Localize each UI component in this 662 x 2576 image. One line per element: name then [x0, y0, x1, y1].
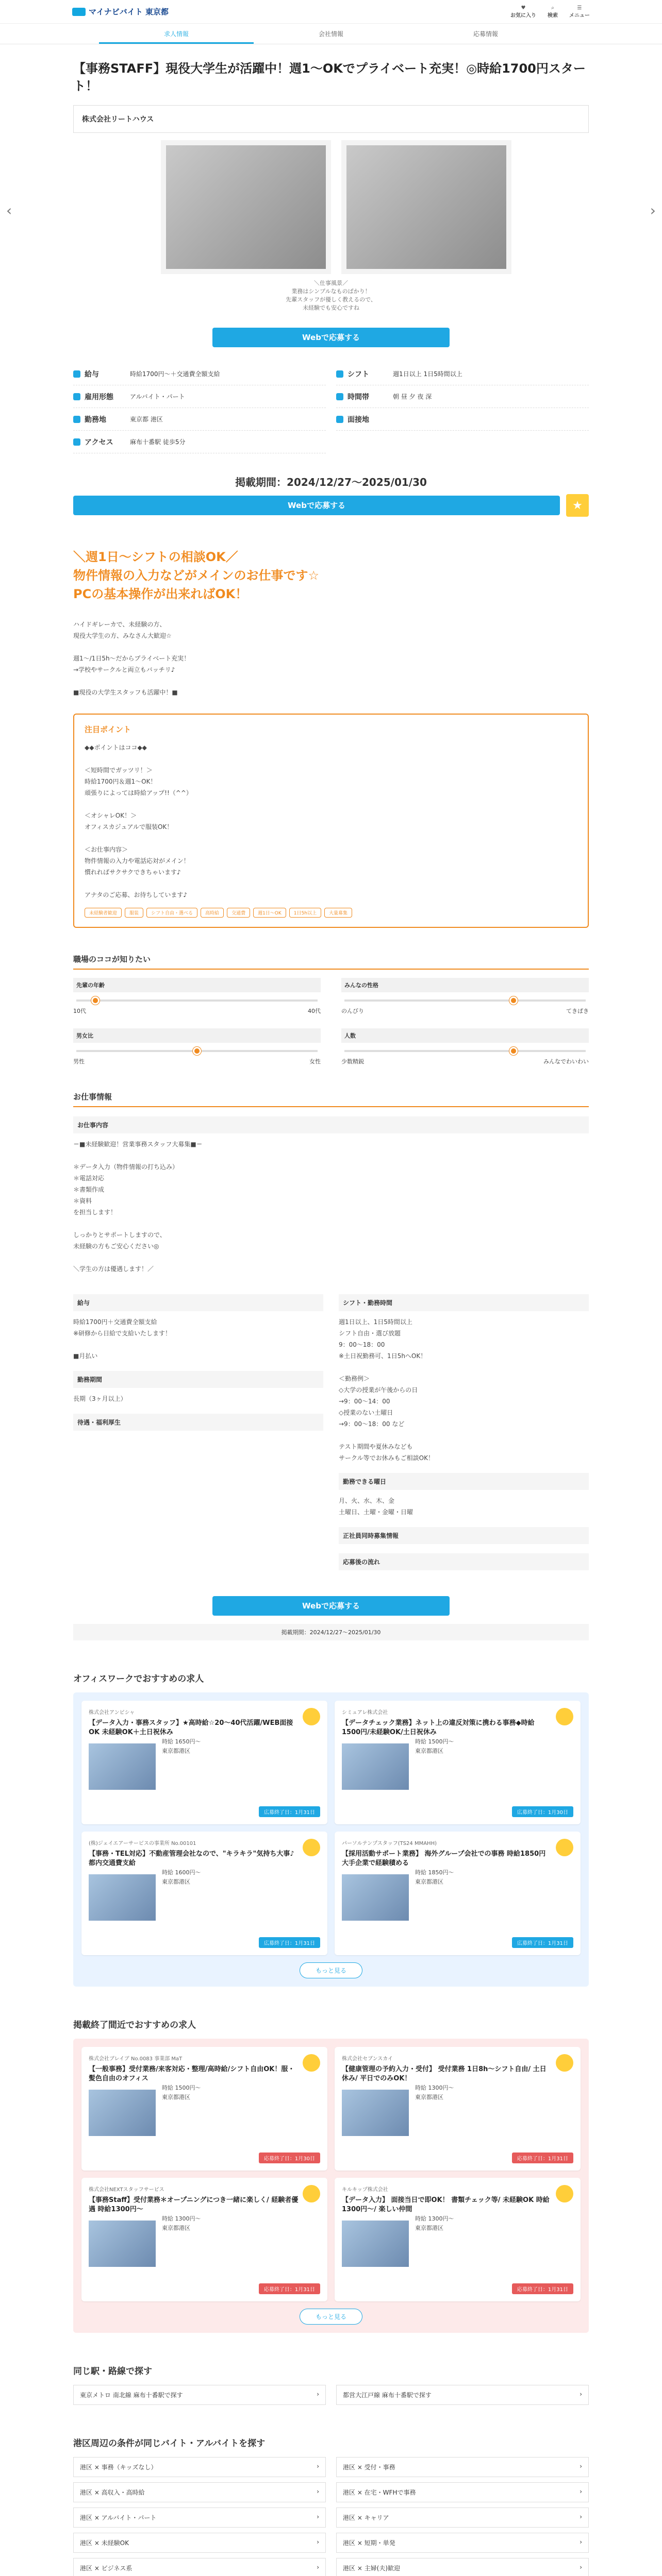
tab-company-info[interactable]: 会社情報	[318, 30, 343, 38]
card-company: 株式会社セブンスカイ	[342, 2056, 393, 2062]
slider-marker	[509, 1047, 518, 1055]
work-content-label: お仕事内容	[73, 1116, 589, 1133]
slider-label: 先輩の年齢	[73, 978, 321, 992]
search-icon[interactable]: ⌕ 検索	[548, 5, 558, 19]
slider-label: みんなの性格	[341, 978, 589, 992]
card-deadline: 広募終了日：1月31日	[259, 1806, 320, 1817]
card-image	[342, 1743, 409, 1790]
link-text: 港区 × ビジネス系	[80, 2565, 133, 2572]
link-text: 港区 × 未経験OK	[80, 2539, 129, 2547]
feature-tag[interactable]: 1日5h以上	[289, 908, 321, 918]
job-card[interactable]	[335, 2047, 581, 2171]
area-link[interactable]	[73, 2507, 326, 2528]
star-icon[interactable]	[303, 2054, 320, 2072]
job-photo-2	[341, 140, 511, 274]
chevron-right-icon: ›	[580, 2463, 582, 2470]
detail-value: アルバイト・パート	[130, 393, 185, 400]
search-label: 検索	[548, 12, 558, 19]
work-detail-columns	[73, 1285, 589, 1575]
link-text: 港区 × 事務（キッズなし）	[80, 2464, 157, 2471]
slider-left: 少数精鋭	[341, 1058, 364, 1065]
card-deadline: 応募終了日：1月31日	[512, 2153, 573, 2163]
slider-label: 男女比	[73, 1028, 321, 1043]
link-text: 港区 × 在宅・WFHで事務	[343, 2489, 416, 2496]
area-link[interactable]	[73, 2457, 326, 2477]
detail-value: 週1日以上 1日5時間以上	[393, 370, 462, 378]
card-deadline: 広募終了日：1月31日	[259, 1937, 320, 1948]
employment-icon	[73, 393, 80, 400]
card-image	[342, 2090, 409, 2136]
card-company: 株式会社アンビシャ	[89, 1710, 135, 1716]
shift-icon	[336, 370, 343, 378]
salary-text: 時給1700円＋交通費全額支給 ※研修から日給で支給いたします！ ■月払い	[73, 1318, 172, 1360]
area-link[interactable]	[336, 2558, 589, 2576]
detail-key: 勤務地	[85, 415, 106, 424]
site-logo[interactable]	[72, 6, 169, 17]
chevron-right-icon: ›	[580, 2391, 582, 2398]
card-image	[342, 1874, 409, 1921]
chevron-right-icon: ›	[317, 2564, 319, 2571]
feature-tag[interactable]: 未経験者歓迎	[85, 908, 122, 918]
posting-period: 掲載期間：2024/12/27～2025/01/30	[235, 476, 427, 488]
intro-text: ハイドギレーカで、未経験の方、 現役大学生の方、みなさん大歓迎☆ 週1～/1日5h～だからプライベート充実！ →学校やサークルと両立もバッチリ♪ ■現役の大学生スタッフも活躍中！■	[73, 621, 190, 696]
job-card[interactable]	[335, 1832, 581, 1955]
photo-carousel	[6, 140, 656, 295]
card-image	[342, 2221, 409, 2267]
slider-right: てきぱき	[566, 1008, 589, 1014]
card-image	[89, 2221, 156, 2267]
link-text: 都営大江戸線 麻布十番駅で探す	[343, 2392, 432, 2399]
area-link[interactable]	[73, 2558, 326, 2576]
star-icon[interactable]	[303, 1708, 320, 1725]
card-company: (株)ジェイエアーサービスの事業所 No.00101	[89, 1841, 196, 1846]
area-links	[73, 2457, 589, 2576]
same-station-title: 同じ駅・路線で探す	[73, 2366, 152, 2377]
card-info: 時給 1300円～ 東京都港区	[162, 2215, 201, 2231]
job-card[interactable]	[81, 1701, 327, 1824]
flow-label: 応募後の流れ	[339, 1553, 589, 1570]
card-info: 時給 1300円～ 東京都港区	[415, 2084, 454, 2100]
card-info: 時給 1300円～ 東京都港区	[415, 2215, 454, 2231]
slider-marker	[91, 996, 100, 1005]
card-info: 時給 1600円～ 東京都港区	[162, 1869, 201, 1885]
work-content: ＝■未経験歓迎！営業事務スタッフ大募集■＝ ＊データ入力（物件情報の打ち込み） ＊電話対応 ＊書類作成 ＊資料 を担当します！ しっかりとサポートしますので、 未経験の方もご安心ください◎ ＼学生の方は優遇します！／	[73, 1141, 203, 1273]
posting-period-2: 掲載期間：2024/12/27～2025/01/30	[73, 1624, 589, 1640]
workplace-section-title: 職場のココが知りたい	[73, 954, 589, 970]
star-icon[interactable]	[556, 1839, 573, 1856]
tab-job-info[interactable]: 求人情報	[99, 24, 254, 44]
card-title: 【事務・TEL対応】不動産管理会社なので、"キラキラ"気持ち大事♪ 都内交通費支給	[89, 1850, 294, 1867]
days-label: 勤務できる曜日	[339, 1473, 589, 1490]
detail-timeslot	[336, 385, 589, 408]
detail-key: 給与	[85, 370, 99, 379]
slider-left: 10代	[73, 1008, 86, 1014]
near-rec-cards	[73, 2039, 589, 2333]
slider-label: 人数	[341, 1028, 589, 1043]
card-info: 時給 1500円～ 東京都港区	[162, 2084, 201, 2100]
clock-icon	[336, 393, 343, 400]
highlight-box	[73, 714, 589, 928]
card-title: 【健康管理の予約入力・受付】 受付業務 1日8h～シフト自由/ 土日休み/ 平日でのみOK！	[342, 2065, 547, 2082]
card-deadline: 応募終了日：1月31日	[259, 2283, 320, 2294]
slider-age	[73, 978, 321, 1015]
menu-label: メニュー	[569, 12, 590, 19]
workplace-sliders	[73, 978, 589, 1065]
card-info: 時給 1650円～ 東京都港区	[162, 1738, 201, 1754]
favorite-star-icon[interactable]: ★	[566, 494, 589, 517]
card-title: 【一般事務】受付業務/来客対応・整理/高時給/シフト自由OK！服・髪色自由のオフィス	[89, 2065, 295, 2082]
office-rec-cards	[73, 1692, 589, 1987]
detail-value: 時給1700円～＋交通費全額支給	[130, 370, 220, 378]
detail-key: シフト	[347, 370, 369, 379]
link-text: 港区 × 短期・単発	[343, 2539, 395, 2547]
link-text: 港区 × 高収入・高時給	[80, 2489, 145, 2496]
card-image	[89, 1743, 156, 1790]
detail-value: 朝 昼 夕 夜 深	[393, 393, 432, 400]
job-photo-1	[161, 140, 331, 274]
period-label: 勤務期間	[73, 1371, 323, 1388]
job-card[interactable]	[81, 2178, 327, 2301]
more-button-2[interactable]: もっと見る	[300, 2309, 362, 2325]
detail-key: 面接地	[347, 415, 369, 424]
card-info: 時給 1500円～ 東京都港区	[415, 1738, 454, 1754]
chevron-right-icon: ›	[580, 2538, 582, 2546]
chevron-right-icon: ›	[580, 2564, 582, 2571]
shift-text: 週1日以上、1日5時間以上 シフト自由・選び放題 9：00～18：00 ※土日祝勤務可、1日5hへOK！ ＜勤務例＞ ◇大学の授業が午後からの日 →9：00～14：00 ◇授業のない土曜日 →9：00～18：00 など テスト期間や夏休みなども サークル等でお休みもご相談OK！	[339, 1318, 434, 1462]
job-card[interactable]	[335, 1701, 581, 1824]
slider-headcount	[341, 1028, 589, 1065]
logo-text: マイナビバイト 東京都	[89, 7, 169, 16]
chevron-right-icon: ›	[580, 2513, 582, 2520]
card-title: 【データ入力】 面接当日で即OK！ 書類チェック等/ 未経験OK 時給1300円～/ 楽しい仲間	[342, 2196, 550, 2213]
link-text: 東京メトロ 南北線 麻布十番駅で探す	[80, 2392, 183, 2399]
link-text: 港区 × アルバイト・パート	[80, 2514, 157, 2521]
photo-caption: ＼仕事風景／ 業務はシンプルなものばかり！ 先輩スタッフが優しく教えるので、 未経験でも安心ですね	[286, 280, 376, 311]
feature-tag[interactable]: 交通費	[227, 908, 250, 918]
chevron-right-icon: ›	[317, 2391, 319, 2398]
link-text: 港区 × 主婦(夫)歓迎	[343, 2565, 401, 2572]
favorite-icon[interactable]: ♥ お気に入り	[510, 5, 536, 19]
job-summary	[73, 363, 589, 453]
feature-tag[interactable]: 高時給	[201, 908, 224, 918]
web-apply-button-2[interactable]: Webで応募する	[73, 496, 560, 515]
station-link[interactable]	[336, 2385, 589, 2405]
web-apply-button-3[interactable]: Webで応募する	[212, 1596, 450, 1616]
job-card[interactable]	[335, 2178, 581, 2301]
logo-icon	[72, 8, 86, 16]
slider-right: 40代	[308, 1008, 321, 1014]
star-icon[interactable]	[303, 2185, 320, 2202]
area-link[interactable]	[336, 2482, 589, 2502]
detail-location	[73, 408, 326, 431]
card-deadline: 応募終了日：1月30日	[259, 2153, 320, 2163]
feature-tag[interactable]: 服装	[125, 908, 143, 918]
detail-access	[73, 431, 326, 453]
detail-key: 時間帯	[347, 393, 369, 401]
card-company: キルキップ株式会社	[342, 2187, 388, 2193]
detail-value: 東京都 港区	[130, 416, 163, 423]
detail-value: 麻布十番駅 徒歩5分	[130, 438, 186, 446]
link-text: 港区 × 受付・事務	[343, 2464, 395, 2471]
area-search-title: 港区周辺の条件が同じバイト・アルバイトを探す	[73, 2438, 266, 2449]
slider-marker	[193, 1047, 201, 1055]
company-name[interactable]: 株式会社リートハウス	[73, 105, 589, 133]
star-icon[interactable]	[556, 2054, 573, 2072]
slider-left: 男性	[73, 1058, 85, 1065]
chevron-right-icon: ›	[580, 2488, 582, 2495]
card-info: 時給 1850円～ 東京都港区	[415, 1869, 454, 1885]
office-rec-title: オフィスワークでおすすめの求人	[73, 1674, 204, 1684]
interview-icon	[336, 416, 343, 423]
card-company: シミュアレ株式会社	[342, 1710, 388, 1716]
detail-employment	[73, 385, 326, 408]
slider-gender	[73, 1028, 321, 1065]
chevron-right-icon: ›	[317, 2538, 319, 2546]
card-title: 【事務Staff】受付業務＊オープニングにつき一緒に楽しく/ 経験者優遇 時給1300円～	[89, 2196, 299, 2213]
shift-label: シフト・勤務時間	[339, 1294, 589, 1311]
more-button[interactable]: もっと見る	[300, 1962, 362, 1978]
card-deadline: 応募終了日：1月31日	[512, 2283, 573, 2294]
train-icon	[73, 438, 80, 446]
web-apply-button[interactable]: Webで応募する	[212, 328, 450, 347]
station-link[interactable]	[73, 2385, 326, 2405]
star-icon[interactable]	[303, 1839, 320, 1856]
same-station-links	[73, 2385, 589, 2405]
card-image	[89, 1874, 156, 1921]
link-text: 港区 × キャリア	[343, 2514, 389, 2521]
slider-right: みんなでわいわい	[543, 1058, 589, 1065]
menu-icon[interactable]: ☰ メニュー	[569, 5, 590, 19]
job-card[interactable]	[81, 2047, 327, 2171]
star-icon[interactable]	[556, 2185, 573, 2202]
map-pin-icon	[73, 416, 80, 423]
detail-key: 雇用形態	[85, 393, 113, 401]
feature-tag[interactable]: 週1日～OK	[253, 908, 286, 918]
period-text: 長期（3ヶ月以上）	[73, 1395, 127, 1402]
feature-tag[interactable]: シフト自由・選べる	[146, 908, 197, 918]
feature-tag[interactable]: 大量募集	[324, 908, 352, 918]
chevron-left-icon[interactable]: ‹	[6, 202, 12, 219]
chevron-right-icon: ›	[317, 2488, 319, 2495]
area-link[interactable]	[73, 2533, 326, 2553]
detail-salary	[73, 363, 326, 385]
chevron-right-icon: ›	[317, 2463, 319, 2470]
job-card[interactable]	[81, 1832, 327, 1955]
favorite-label: お気に入り	[510, 12, 536, 19]
days-text: 月、火、水、木、金 土曜日、土曜・金曜・日曜	[339, 1497, 413, 1516]
catch-copy: ＼週1日～シフトの相談OK／ 物件情報の入力などがメインのお仕事です☆ PCの基本操作が出来ればOK！	[73, 550, 320, 601]
card-company: 株式会社ブレイブ No.0083 事業部 MaT	[89, 2056, 183, 2062]
card-image	[89, 2090, 156, 2136]
star-icon[interactable]	[556, 1708, 573, 1725]
detail-shift	[336, 363, 589, 385]
card-company: パーソルテンプスタッフ(TS24 MMAHH)	[342, 1841, 437, 1846]
site-header	[0, 0, 662, 24]
welfare-label: 待遇・福利厚生	[73, 1414, 323, 1431]
near-rec-title: 掲載終了間近でおすすめの求人	[73, 2020, 196, 2030]
page-title: 【事務STAFF】現役大学生が活躍中！週1～OKでプライベート充実！◎時給1700円スタート！	[73, 61, 586, 93]
detail-key: アクセス	[85, 438, 113, 447]
area-link[interactable]	[336, 2533, 589, 2553]
card-company: 株式会社NEXTスタッフサービス	[89, 2187, 164, 2193]
tab-apply-info[interactable]: 応募情報	[473, 30, 498, 38]
slider-right: 女性	[309, 1058, 321, 1065]
area-link[interactable]	[336, 2457, 589, 2477]
area-link[interactable]	[336, 2507, 589, 2528]
salary-icon	[73, 370, 80, 378]
slider-marker	[509, 996, 518, 1005]
highlight-title: 注目ポイント	[85, 725, 131, 734]
slider-personality	[341, 978, 589, 1015]
salary-label: 給与	[73, 1294, 323, 1311]
card-title: 【データチェック業務】ネット上の違反対策に携わる事務◆時給1500円/未経験OK/土日祝休み	[342, 1719, 535, 1736]
slider-left: のんびり	[341, 1008, 364, 1014]
recruit-label: 正社員同時募集情報	[339, 1527, 589, 1544]
job-tabs	[0, 24, 662, 44]
work-section-title: お仕事情報	[73, 1091, 589, 1107]
area-link[interactable]	[73, 2482, 326, 2502]
card-title: 【データ入力・事務スタッフ】★高時給☆20～40代活躍/WEB面接OK 未経験OK＋土日祝休み	[89, 1719, 293, 1736]
highlight-text: ◆◆ポイントはココ◆◆ ＜短時間でガッツリ！＞ 時給1700円＆週1～OK！ 頑張りによっては時給アップ!!（^^） ＜オシャレOK！＞ オフィスカジュアルで服装OK！ ＜お仕事内容＞ 物件情報の入力や電話応対がメイン！ 慣れればサクサクできちゃいます♪ アナタのご応募、お待ちしています♪	[85, 744, 192, 899]
card-title: 【採用活動サポート業務】 海外グループ会社での事務 時給1850円 大手企業で経験積める	[342, 1850, 546, 1867]
card-deadline: 広募終了日：1月30日	[512, 1806, 573, 1817]
chevron-right-icon: ›	[317, 2513, 319, 2520]
chevron-right-icon[interactable]: ›	[650, 202, 656, 219]
detail-interview	[336, 408, 589, 431]
card-deadline: 広募終了日：1月31日	[512, 1937, 573, 1948]
